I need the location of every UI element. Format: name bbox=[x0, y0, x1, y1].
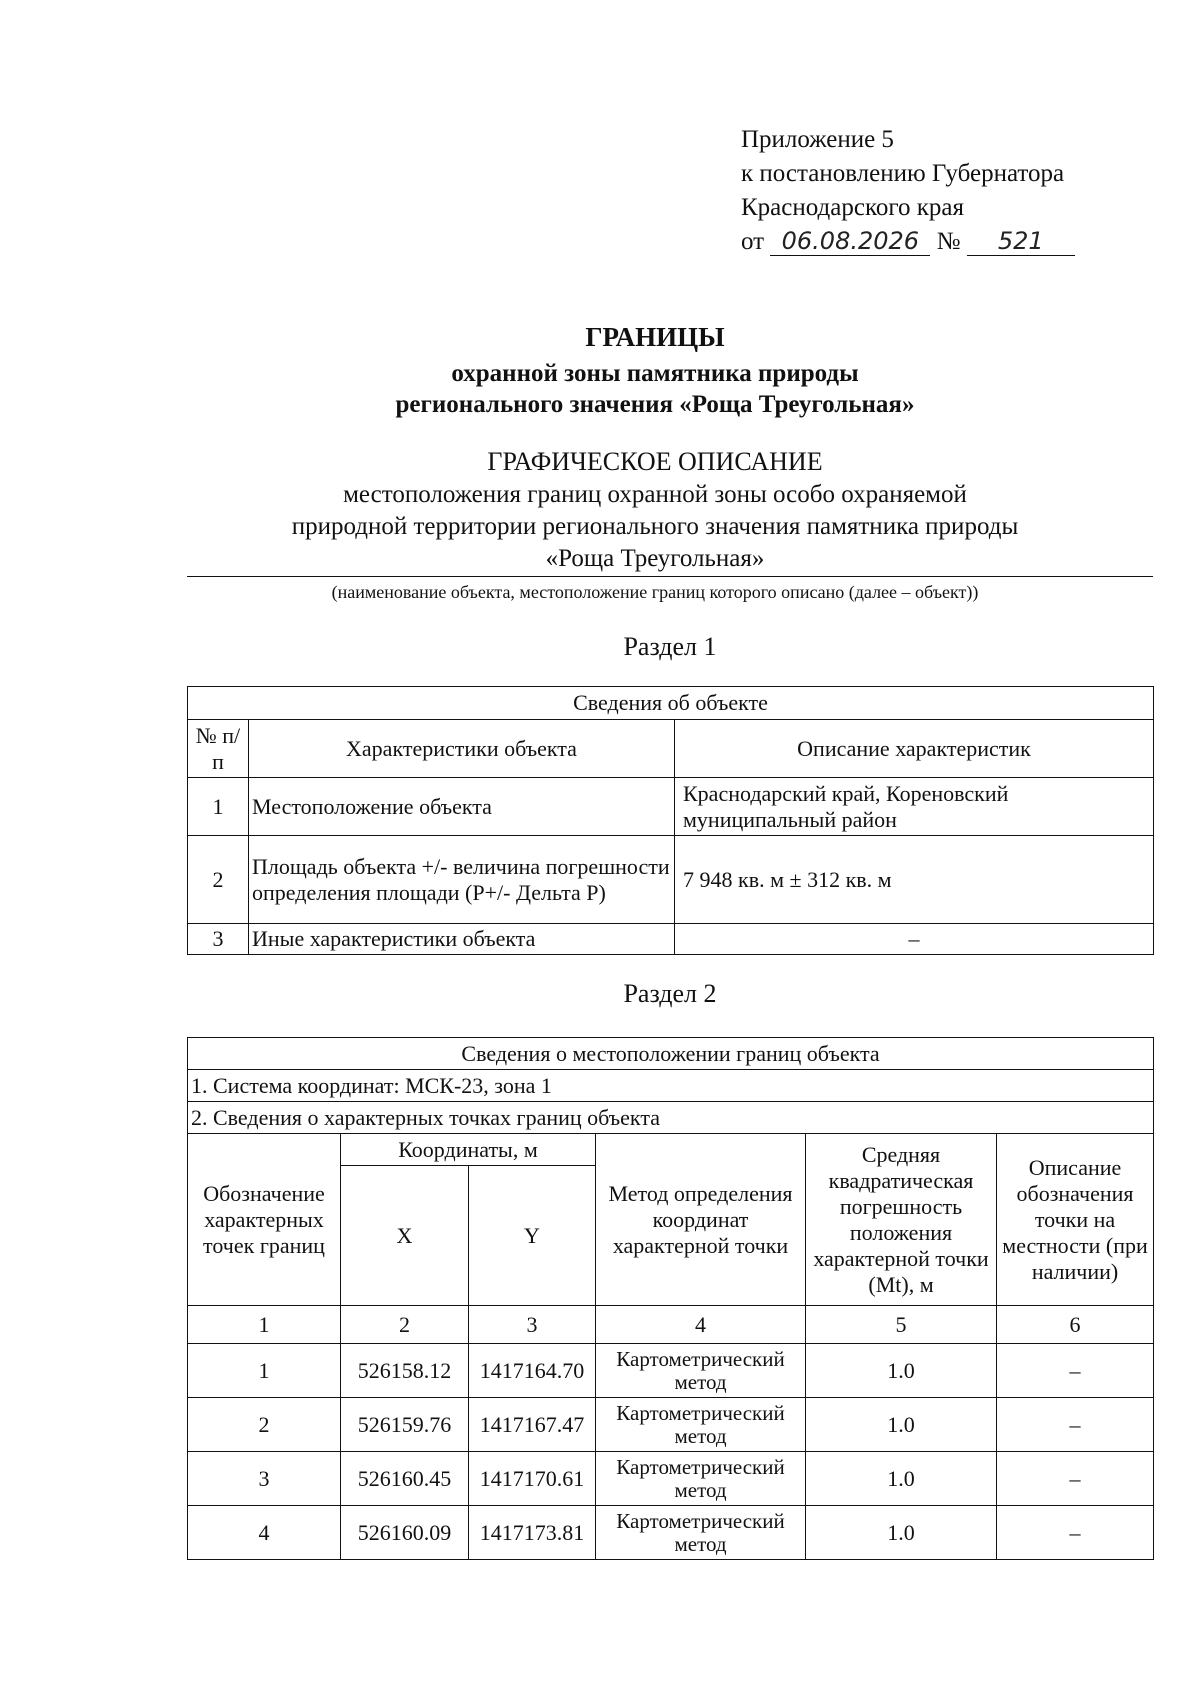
header-method: Метод определения координат характерной точки bbox=[596, 1134, 806, 1306]
section-2-title: Раздел 2 bbox=[623, 979, 717, 1008]
point-x: 526159.76 bbox=[341, 1398, 469, 1452]
point-method: Картометрический метод bbox=[596, 1452, 806, 1506]
object-info-table-title: Сведения об объекте bbox=[188, 687, 1154, 720]
point-id: 3 bbox=[188, 1452, 341, 1506]
table-row bbox=[188, 924, 1154, 955]
section-1-title: Раздел 1 bbox=[623, 632, 717, 661]
boundary-table-title: Сведения о местоположении границ объекта bbox=[188, 1038, 1154, 1070]
name-underline bbox=[187, 576, 1153, 577]
handwritten-date: 06.08.2026 bbox=[770, 227, 930, 256]
row-number: 1 bbox=[188, 778, 249, 836]
row-description: 7 948 кв. м ± 312 кв. м bbox=[675, 836, 1154, 924]
header-x: X bbox=[341, 1166, 469, 1306]
point-description: – bbox=[997, 1506, 1154, 1560]
row-characteristic: Иные характеристики объекта bbox=[249, 924, 675, 955]
approval-line-1: Приложение 5 bbox=[741, 126, 894, 153]
point-error: 1.0 bbox=[806, 1344, 997, 1398]
doc-title: ГРАНИЦЫ bbox=[585, 322, 725, 352]
point-x: 526160.45 bbox=[341, 1452, 469, 1506]
column-number: 5 bbox=[806, 1306, 997, 1344]
header-point: Обозначение характерных точек границ bbox=[188, 1134, 341, 1306]
header-error: Средняя квадратическая погрешность положения характерной точки (Mt), м bbox=[806, 1134, 997, 1306]
row-number: 2 bbox=[188, 836, 249, 924]
column-numbers-row bbox=[188, 1306, 1154, 1344]
row-characteristic: Местоположение объекта bbox=[249, 778, 675, 836]
date-prefix: от bbox=[741, 228, 765, 255]
column-number: 1 bbox=[188, 1306, 341, 1344]
points-info-title: 2. Сведения о характерных точках границ объекта bbox=[188, 1102, 1154, 1134]
approval-line-3: Краснодарского края bbox=[741, 194, 964, 221]
header-coordinates: Координаты, м bbox=[341, 1134, 596, 1166]
header-point-description: Описание обозначения точки на местности (при наличии) bbox=[997, 1134, 1154, 1306]
point-error: 1.0 bbox=[806, 1452, 997, 1506]
point-method: Картометрический метод bbox=[596, 1398, 806, 1452]
handwritten-number: 521 bbox=[967, 227, 1075, 256]
point-description: – bbox=[997, 1398, 1154, 1452]
header-number: № п/п bbox=[188, 720, 249, 778]
coordinate-system: 1. Система координат: МСК-23, зона 1 bbox=[188, 1070, 1154, 1102]
graphic-line-3: «Роща Треугольная» bbox=[545, 545, 765, 572]
point-y: 1417173.81 bbox=[469, 1506, 596, 1560]
point-y: 1417167.47 bbox=[469, 1398, 596, 1452]
table-row bbox=[188, 1506, 1154, 1560]
row-number: 3 bbox=[188, 924, 249, 955]
point-error: 1.0 bbox=[806, 1398, 997, 1452]
column-number: 4 bbox=[596, 1306, 806, 1344]
table-row bbox=[188, 836, 1154, 924]
point-y: 1417164.70 bbox=[469, 1344, 596, 1398]
doc-subtitle-2: регионального значения «Роща Треугольная» bbox=[395, 391, 915, 418]
table-row bbox=[188, 778, 1154, 836]
point-description: – bbox=[997, 1344, 1154, 1398]
row-description: – bbox=[675, 924, 1154, 955]
point-x: 526158.12 bbox=[341, 1344, 469, 1398]
row-characteristic: Площадь объекта +/- величина погрешности определения площади (Р+/- Дельта Р) bbox=[249, 836, 675, 924]
doc-subtitle-1: охранной зоны памятника природы bbox=[451, 360, 859, 387]
approval-line-2: к постановлению Губернатора bbox=[741, 160, 1065, 187]
header-y: Y bbox=[469, 1166, 596, 1306]
point-method: Картометрический метод bbox=[596, 1506, 806, 1560]
column-number: 2 bbox=[341, 1306, 469, 1344]
point-method: Картометрический метод bbox=[596, 1344, 806, 1398]
graphic-line-1: местоположения границ охранной зоны особо охраняемой bbox=[343, 481, 967, 508]
point-id: 4 bbox=[188, 1506, 341, 1560]
graphic-heading: ГРАФИЧЕСКОЕ ОПИСАНИЕ bbox=[487, 447, 823, 476]
graphic-line-2: природной территории регионального значения памятника природы bbox=[291, 513, 1019, 540]
table-row bbox=[188, 1344, 1154, 1398]
header-description: Описание характеристик bbox=[675, 720, 1154, 778]
point-id: 2 bbox=[188, 1398, 341, 1452]
object-info-table bbox=[187, 686, 1154, 955]
point-y: 1417170.61 bbox=[469, 1452, 596, 1506]
table-row bbox=[188, 1398, 1154, 1452]
row-description: Краснодарский край, Кореновский муниципальный район bbox=[675, 778, 1154, 836]
point-x: 526160.09 bbox=[341, 1506, 469, 1560]
number-prefix: № bbox=[936, 228, 961, 255]
point-description: – bbox=[997, 1452, 1154, 1506]
table-row bbox=[188, 1452, 1154, 1506]
column-number: 3 bbox=[469, 1306, 596, 1344]
boundary-points-table bbox=[187, 1037, 1154, 1560]
object-name-caption: (наименование объекта, местоположение границ которого описано (далее – объект)) bbox=[331, 582, 979, 602]
header-characteristic: Характеристики объекта bbox=[249, 720, 675, 778]
approval-date-line bbox=[741, 225, 1075, 259]
point-id: 1 bbox=[188, 1344, 341, 1398]
point-error: 1.0 bbox=[806, 1506, 997, 1560]
approval-block bbox=[741, 123, 1075, 259]
column-number: 6 bbox=[997, 1306, 1154, 1344]
